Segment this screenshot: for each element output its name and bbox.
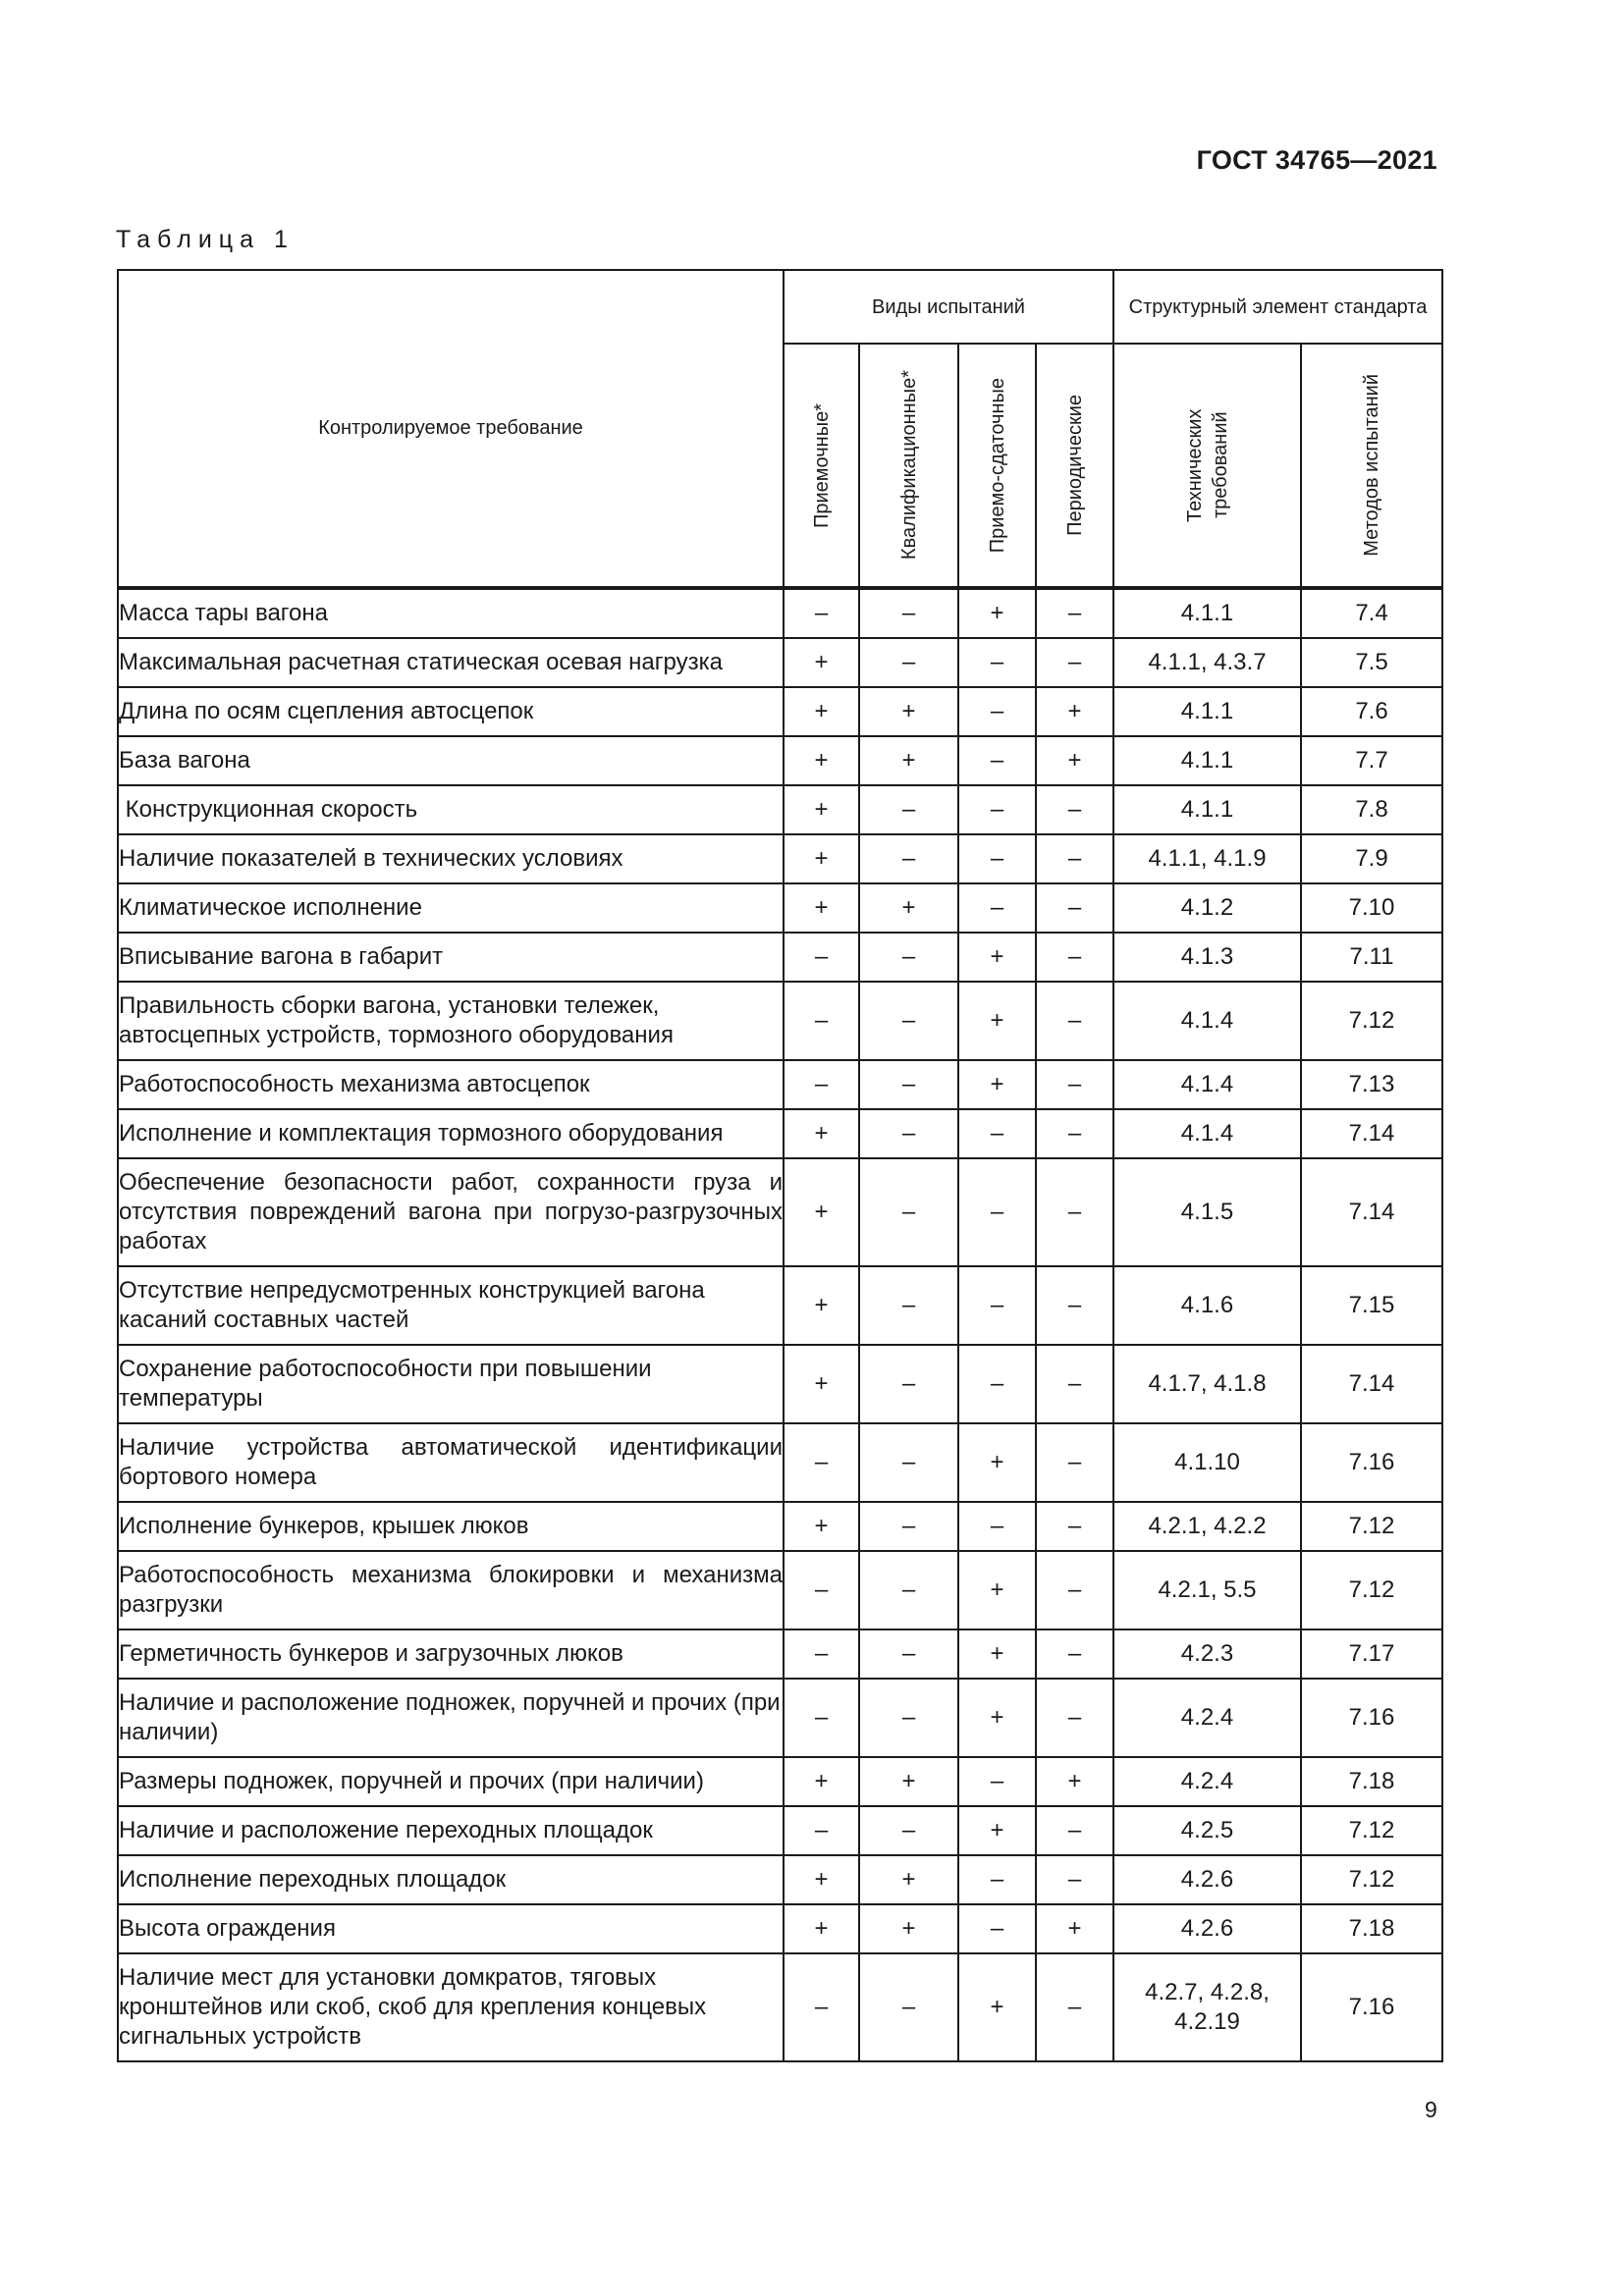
mark-cell: – — [1036, 1158, 1113, 1266]
tech-ref-cell: 4.1.1 — [1113, 785, 1301, 834]
table-row — [118, 1679, 1442, 1757]
table-row — [118, 1423, 1442, 1502]
method-ref-cell: 7.12 — [1301, 1855, 1442, 1904]
table-row — [118, 834, 1442, 883]
mark-cell: – — [859, 1629, 958, 1679]
mark-cell: – — [859, 1502, 958, 1551]
requirement-cell: Высота ограждения — [118, 1904, 784, 1953]
mark-cell: – — [958, 1502, 1036, 1551]
table-row — [118, 1060, 1442, 1109]
method-ref-cell: 7.10 — [1301, 883, 1442, 933]
table-row — [118, 1855, 1442, 1904]
table-row — [118, 687, 1442, 736]
mark-cell: + — [1036, 687, 1113, 736]
requirement-cell: Вписывание вагона в габарит — [118, 933, 784, 982]
mark-cell: + — [859, 1757, 958, 1806]
method-ref-cell: 7.7 — [1301, 736, 1442, 785]
requirement-cell: Исполнение переходных площадок — [118, 1855, 784, 1904]
mark-cell: + — [1036, 1904, 1113, 1953]
mark-cell: + — [859, 1855, 958, 1904]
mark-cell: – — [859, 1158, 958, 1266]
mark-cell: – — [1036, 1423, 1113, 1502]
requirement-cell: Исполнение и комплектация тормозного оборудования — [118, 1109, 784, 1158]
mark-cell: – — [1036, 1109, 1113, 1158]
table-row — [118, 785, 1442, 834]
mark-cell: + — [958, 982, 1036, 1060]
method-ref-cell: 7.14 — [1301, 1345, 1442, 1423]
mark-cell: – — [859, 1551, 958, 1629]
mark-cell: – — [1036, 589, 1113, 638]
mark-cell: – — [958, 638, 1036, 687]
requirement-cell: Масса тары вагона — [118, 589, 784, 638]
tech-ref-cell: 4.1.4 — [1113, 1109, 1301, 1158]
mark-cell: – — [1036, 1060, 1113, 1109]
table-row — [118, 883, 1442, 933]
tech-ref-cell: 4.1.3 — [1113, 933, 1301, 982]
mark-cell: + — [958, 1060, 1036, 1109]
table-row — [118, 736, 1442, 785]
table-row — [118, 1109, 1442, 1158]
mark-cell: – — [859, 1806, 958, 1855]
requirement-cell: Герметичность бункеров и загрузочных люков — [118, 1629, 784, 1679]
mark-cell: + — [958, 1551, 1036, 1629]
table-row — [118, 982, 1442, 1060]
mark-cell: – — [1036, 1953, 1113, 2061]
requirement-cell: Наличие мест для установки домкратов, тяговых кронштейнов или скоб, скоб для крепления концевых сигнальных устройств — [118, 1953, 784, 2061]
method-ref-cell: 7.12 — [1301, 1806, 1442, 1855]
tech-ref-cell: 4.1.1 — [1113, 589, 1301, 638]
requirement-cell: Работоспособность механизма блокировки и механизма разгрузки — [118, 1551, 784, 1629]
table-row — [118, 1551, 1442, 1629]
method-ref-cell: 7.17 — [1301, 1629, 1442, 1679]
mark-cell: – — [784, 1629, 859, 1679]
mark-cell: + — [784, 638, 859, 687]
header-test-type-periodic: Периодические — [1036, 344, 1113, 587]
mark-cell: – — [859, 785, 958, 834]
table-row — [118, 1158, 1442, 1266]
mark-cell: – — [859, 982, 958, 1060]
method-ref-cell: 7.11 — [1301, 933, 1442, 982]
method-ref-cell: 7.12 — [1301, 982, 1442, 1060]
mark-cell: – — [958, 1345, 1036, 1423]
mark-cell: – — [1036, 638, 1113, 687]
tech-ref-cell: 4.2.5 — [1113, 1806, 1301, 1855]
mark-cell: – — [784, 1953, 859, 2061]
mark-cell: + — [958, 589, 1036, 638]
table-caption: Таблица 1 — [116, 226, 295, 253]
mark-cell: + — [1036, 1757, 1113, 1806]
requirement-cell: Максимальная расчетная статическая осевая нагрузка — [118, 638, 784, 687]
mark-cell: – — [958, 1266, 1036, 1345]
mark-cell: – — [1036, 1679, 1113, 1757]
mark-cell: – — [1036, 1551, 1113, 1629]
mark-cell: + — [958, 1806, 1036, 1855]
mark-cell: + — [784, 1904, 859, 1953]
method-ref-cell: 7.4 — [1301, 589, 1442, 638]
mark-cell: + — [784, 1502, 859, 1551]
mark-cell: + — [958, 1629, 1036, 1679]
requirement-cell: Длина по осям сцепления автосцепок — [118, 687, 784, 736]
mark-cell: – — [1036, 933, 1113, 982]
table-row — [118, 1502, 1442, 1551]
mark-cell: – — [859, 1109, 958, 1158]
table-row — [118, 1953, 1442, 2061]
mark-cell: – — [1036, 1502, 1113, 1551]
mark-cell: – — [958, 883, 1036, 933]
table-row — [118, 1345, 1442, 1423]
mark-cell: – — [784, 933, 859, 982]
tech-ref-cell: 4.1.1, 4.1.9 — [1113, 834, 1301, 883]
header-requirement: Контролируемое требование — [118, 270, 784, 587]
tech-ref-cell: 4.1.7, 4.1.8 — [1113, 1345, 1301, 1423]
requirement-cell: Наличие показателей в технических условиях — [118, 834, 784, 883]
mark-cell: – — [1036, 1345, 1113, 1423]
requirement-cell: База вагона — [118, 736, 784, 785]
table-header-row-top — [118, 270, 1442, 344]
mark-cell: – — [958, 1855, 1036, 1904]
tech-ref-cell: 4.2.1, 5.5 — [1113, 1551, 1301, 1629]
requirement-cell: Работоспособность механизма автосцепок — [118, 1060, 784, 1109]
method-ref-cell: 7.6 — [1301, 687, 1442, 736]
mark-cell: – — [784, 1423, 859, 1502]
table-row — [118, 933, 1442, 982]
method-ref-cell: 7.5 — [1301, 638, 1442, 687]
requirement-cell: Размеры подножек, поручней и прочих (при наличии) — [118, 1757, 784, 1806]
mark-cell: – — [1036, 1855, 1113, 1904]
mark-cell: + — [784, 1855, 859, 1904]
mark-cell: + — [859, 1904, 958, 1953]
method-ref-cell: 7.16 — [1301, 1679, 1442, 1757]
tech-ref-cell: 4.1.6 — [1113, 1266, 1301, 1345]
mark-cell: – — [1036, 834, 1113, 883]
table-row — [118, 589, 1442, 638]
method-ref-cell: 7.16 — [1301, 1423, 1442, 1502]
requirement-cell: Сохранение работоспособности при повышении температуры — [118, 1345, 784, 1423]
tech-ref-cell: 4.1.1 — [1113, 687, 1301, 736]
requirement-cell: Правильность сборки вагона, установки тележек, автосцепных устройств, тормозного оборудования — [118, 982, 784, 1060]
table-row — [118, 1904, 1442, 1953]
mark-cell: + — [784, 1345, 859, 1423]
mark-cell: + — [958, 1679, 1036, 1757]
mark-cell: + — [958, 1423, 1036, 1502]
mark-cell: – — [784, 589, 859, 638]
mark-cell: – — [859, 1423, 958, 1502]
requirement-cell: Наличие и расположение переходных площадок — [118, 1806, 784, 1855]
tech-ref-cell: 4.1.5 — [1113, 1158, 1301, 1266]
header-tech-requirements: Технических требований — [1113, 344, 1301, 587]
header-test-type-delivery: Приемо-сдаточные — [958, 344, 1036, 587]
mark-cell: – — [958, 1757, 1036, 1806]
header-test-type-qualification: Квалификационные* — [859, 344, 958, 587]
mark-cell: – — [958, 1904, 1036, 1953]
mark-cell: – — [1036, 1266, 1113, 1345]
tech-ref-cell: 4.2.3 — [1113, 1629, 1301, 1679]
method-ref-cell: 7.8 — [1301, 785, 1442, 834]
mark-cell: – — [859, 1679, 958, 1757]
mark-cell: – — [958, 785, 1036, 834]
requirement-cell: Обеспечение безопасности работ, сохранности груза и отсутствия повреждений вагона при погрузо-разгрузочных работах — [118, 1158, 784, 1266]
mark-cell: – — [859, 1953, 958, 2061]
requirement-cell: Исполнение бункеров, крышек люков — [118, 1502, 784, 1551]
method-ref-cell: 7.9 — [1301, 834, 1442, 883]
requirement-cell: Наличие устройства автоматической идентификации бортового номера — [118, 1423, 784, 1502]
mark-cell: – — [859, 1345, 958, 1423]
table-row — [118, 1757, 1442, 1806]
method-ref-cell: 7.14 — [1301, 1158, 1442, 1266]
mark-cell: + — [784, 834, 859, 883]
method-ref-cell: 7.13 — [1301, 1060, 1442, 1109]
mark-cell: – — [784, 1679, 859, 1757]
tech-ref-cell: 4.2.7, 4.2.8, 4.2.19 — [1113, 1953, 1301, 2061]
mark-cell: + — [1036, 736, 1113, 785]
mark-cell: + — [784, 736, 859, 785]
table-row — [118, 1806, 1442, 1855]
requirement-cell: Климатическое исполнение — [118, 883, 784, 933]
requirement-cell: Наличие и расположение подножек, поручней и прочих (при наличии) — [118, 1679, 784, 1757]
tech-ref-cell: 4.1.4 — [1113, 1060, 1301, 1109]
method-ref-cell: 7.16 — [1301, 1953, 1442, 2061]
mark-cell: – — [958, 736, 1036, 785]
tech-ref-cell: 4.1.4 — [1113, 982, 1301, 1060]
method-ref-cell: 7.18 — [1301, 1904, 1442, 1953]
mark-cell: + — [859, 687, 958, 736]
mark-cell: + — [784, 1158, 859, 1266]
mark-cell: + — [784, 1266, 859, 1345]
table-row — [118, 1266, 1442, 1345]
requirement-cell: Отсутствие непредусмотренных конструкцией вагона касаний составных частей — [118, 1266, 784, 1345]
tech-ref-cell: 4.1.2 — [1113, 883, 1301, 933]
tech-ref-cell: 4.1.1, 4.3.7 — [1113, 638, 1301, 687]
mark-cell: + — [784, 785, 859, 834]
mark-cell: – — [958, 687, 1036, 736]
mark-cell: – — [859, 638, 958, 687]
mark-cell: – — [859, 589, 958, 638]
page-number: 9 — [1425, 2097, 1437, 2122]
mark-cell: + — [784, 687, 859, 736]
mark-cell: + — [784, 1109, 859, 1158]
tech-ref-cell: 4.1.1 — [1113, 736, 1301, 785]
mark-cell: + — [784, 1757, 859, 1806]
mark-cell: – — [958, 1109, 1036, 1158]
method-ref-cell: 7.15 — [1301, 1266, 1442, 1345]
method-ref-cell: 7.12 — [1301, 1502, 1442, 1551]
tech-ref-cell: 4.2.4 — [1113, 1679, 1301, 1757]
mark-cell: – — [958, 834, 1036, 883]
tech-ref-cell: 4.2.1, 4.2.2 — [1113, 1502, 1301, 1551]
tech-ref-cell: 4.1.10 — [1113, 1423, 1301, 1502]
header-test-types-group: Виды испытаний — [784, 270, 1113, 344]
mark-cell: – — [1036, 883, 1113, 933]
mark-cell: – — [1036, 1629, 1113, 1679]
mark-cell: + — [859, 883, 958, 933]
mark-cell: – — [784, 1060, 859, 1109]
tech-ref-cell: 4.2.6 — [1113, 1855, 1301, 1904]
mark-cell: + — [958, 1953, 1036, 2061]
mark-cell: – — [784, 1551, 859, 1629]
mark-cell: + — [859, 736, 958, 785]
tech-ref-cell: 4.2.4 — [1113, 1757, 1301, 1806]
mark-cell: – — [784, 1806, 859, 1855]
mark-cell: – — [1036, 1806, 1113, 1855]
header-test-methods: Методов испытаний — [1301, 344, 1442, 587]
header-structural-group: Структурный элемент стандарта — [1113, 270, 1442, 344]
mark-cell: – — [859, 933, 958, 982]
tech-ref-cell: 4.2.6 — [1113, 1904, 1301, 1953]
method-ref-cell: 7.18 — [1301, 1757, 1442, 1806]
mark-cell: – — [859, 1060, 958, 1109]
mark-cell: – — [859, 834, 958, 883]
table-row — [118, 638, 1442, 687]
mark-cell: – — [1036, 785, 1113, 834]
mark-cell: – — [958, 1158, 1036, 1266]
mark-cell: – — [784, 982, 859, 1060]
mark-cell: – — [859, 1266, 958, 1345]
mark-cell: + — [958, 933, 1036, 982]
requirement-cell: Конструкционная скорость — [118, 785, 784, 834]
requirements-table — [117, 269, 1443, 2062]
document-standard-id: ГОСТ 34765—2021 — [1196, 145, 1437, 175]
table-row — [118, 1629, 1442, 1679]
mark-cell: + — [784, 883, 859, 933]
mark-cell: – — [1036, 982, 1113, 1060]
method-ref-cell: 7.12 — [1301, 1551, 1442, 1629]
header-test-type-acceptance: Приемочные* — [784, 344, 859, 587]
method-ref-cell: 7.14 — [1301, 1109, 1442, 1158]
